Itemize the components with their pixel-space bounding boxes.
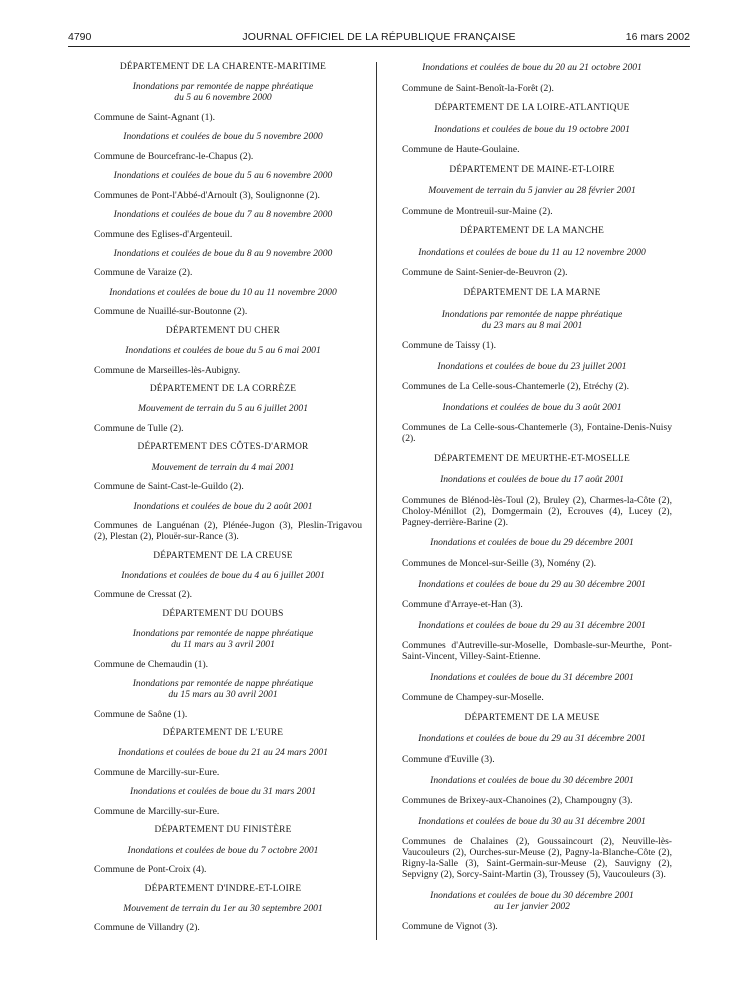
department-heading: DÉPARTEMENT DE LA MEUSE <box>464 712 600 723</box>
department-heading: DÉPARTEMENT DU FINISTÈRE <box>154 825 292 836</box>
event-heading: Inondations et coulées de boue du 17 août 2001 <box>440 474 624 486</box>
column-divider <box>376 62 377 940</box>
commune-list: Commune de Pont-Croix (4). <box>94 864 207 876</box>
commune-list: Commune de Cressat (2). <box>94 589 193 601</box>
event-heading: Inondations et coulées de boue du 29 au 30 décembre 2001 <box>418 578 646 590</box>
event-heading: Inondations et coulées de boue du 29 décembre 2001 <box>430 537 634 549</box>
commune-list: Commune de Saint-Benoît-la-Forêt (2). <box>402 82 554 94</box>
department-heading: DÉPARTEMENT DE L'EURE <box>162 728 284 738</box>
event-heading: Inondations et coulées de boue du 21 au 24 mars 2001 <box>118 747 328 759</box>
commune-list: Communes d'Autreville-sur-Moselle, Dombasle-sur-Meurthe, Pont-Saint-Vincent, Villey-Saint-Etienne. <box>402 640 672 663</box>
event-heading: Inondations et coulées de boue du 31 décembre 2001 <box>430 671 634 683</box>
commune-list: Commune de Villandry (2). <box>94 922 200 934</box>
event-heading: Inondations par remontée de nappe phréatique du 23 mars au 8 mai 2001 <box>441 308 623 331</box>
commune-list: Communes de Blénod-lès-Toul (2), Bruley (2), Charmes-la-Côte (2), Choloy-Ménillot (2), Domgermain (2), Ecrouves (4), Lucey (2), Pagney-derrière-Barine (2). <box>402 494 672 528</box>
event-heading: Mouvement de terrain du 1er au 30 septembre 2001 <box>123 902 323 914</box>
page-header <box>68 31 690 47</box>
commune-list: Communes de Languénan (2), Plénée-Jugon (3), Pleslin-Trigavou (2), Plestan (2), Plouër-sur-Rance (3). <box>94 520 362 543</box>
right-column <box>392 62 672 942</box>
department-heading: DÉPARTEMENT DE LA CREUSE <box>153 550 293 561</box>
event-heading: Mouvement de terrain du 5 janvier au 28 février 2001 <box>428 185 636 197</box>
commune-list: Communes de Pont-l'Abbé-d'Arnoult (3), Soulignonne (2). <box>94 189 320 201</box>
commune-list: Commune d'Arraye-et-Han (3). <box>402 599 523 611</box>
commune-list: Commune de Marcilly-sur-Eure. <box>94 805 220 817</box>
department-heading: DÉPARTEMENT DU DOUBS <box>162 608 284 619</box>
commune-list: Commune de Haute-Goulaine. <box>402 144 520 156</box>
event-heading: Inondations et coulées de boue du 20 au 21 octobre 2001 <box>422 62 642 73</box>
event-heading: Inondations et coulées de boue du 19 octobre 2001 <box>434 123 630 135</box>
event-heading: Inondations et coulées de boue du 5 au 6 mai 2001 <box>125 345 321 357</box>
event-heading: Inondations par remontée de nappe phréatique du 15 mars au 30 avril 2001 <box>132 678 314 701</box>
event-heading: Inondations par remontée de nappe phréatique du 11 mars au 3 avril 2001 <box>132 628 314 651</box>
commune-list: Commune de Taissy (1). <box>402 340 497 352</box>
department-heading: DÉPARTEMENT DE LA CHARENTE-MARITIME <box>119 62 327 72</box>
commune-list: Communes de La Celle-sous-Chantemerle (3), Fontaine-Denis-Nuisy (2). <box>402 422 672 445</box>
event-heading: Inondations et coulées de boue du 5 novembre 2000 <box>123 131 323 143</box>
event-heading: Inondations et coulées de boue du 11 au 12 novembre 2000 <box>418 246 646 258</box>
commune-list: Communes de Brixey-aux-Chanoines (2), Champougny (3). <box>402 795 633 807</box>
issue-date: 16 mars 2002 <box>625 31 690 43</box>
event-heading: Inondations et coulées de boue du 7 octobre 2001 <box>127 844 319 856</box>
event-heading: Inondations et coulées de boue du 7 au 8 novembre 2000 <box>113 209 333 221</box>
department-heading: DÉPARTEMENT D'INDRE-ET-LOIRE <box>144 883 302 894</box>
event-heading: Mouvement de terrain du 5 au 6 juillet 2001 <box>138 403 308 415</box>
department-heading: DÉPARTEMENT DES CÔTES-D'ARMOR <box>137 442 309 453</box>
commune-list: Commune de Marcilly-sur-Eure. <box>94 766 220 778</box>
left-column <box>84 62 362 942</box>
commune-list: Commune de Bourcefranc-le-Chapus (2). <box>94 150 254 162</box>
event-heading: Inondations et coulées de boue du 5 au 6 novembre 2000 <box>113 170 333 182</box>
commune-list: Commune de Vignot (3). <box>402 921 498 933</box>
commune-list: Commune de Nuaillé-sur-Boutonne (2). <box>94 306 248 318</box>
commune-list: Commune de Marseilles-lès-Aubigny. <box>94 364 241 376</box>
event-heading: Inondations et coulées de boue du 31 mars 2001 <box>130 786 316 798</box>
commune-list: Commune de Tulle (2). <box>94 422 184 434</box>
department-heading: DÉPARTEMENT DE MAINE-ET-LOIRE <box>449 164 615 175</box>
event-heading: Inondations et coulées de boue du 29 au 31 décembre 2001 <box>418 619 646 631</box>
commune-list: Commune d'Euville (3). <box>402 753 495 765</box>
commune-list: Commune de Champey-sur-Moselle. <box>402 692 544 704</box>
event-heading: Inondations et coulées de boue du 8 au 9 novembre 2000 <box>113 247 333 259</box>
commune-list: Commune de Saint-Agnant (1). <box>94 111 215 123</box>
department-heading: DÉPARTEMENT DU CHER <box>165 325 281 336</box>
department-heading: DÉPARTEMENT DE LA CORRÈZE <box>149 384 297 394</box>
event-heading: Inondations et coulées de boue du 2 août 2001 <box>133 500 313 512</box>
event-heading: Inondations et coulées de boue du 3 août 2001 <box>442 401 622 413</box>
event-heading: Inondations et coulées de boue du 4 au 6 juillet 2001 <box>121 569 325 581</box>
journal-title: JOURNAL OFFICIEL DE LA RÉPUBLIQUE FRANÇAISE <box>242 31 516 43</box>
event-heading: Inondations et coulées de boue du 29 au 31 décembre 2001 <box>418 733 646 745</box>
commune-list: Commune de Chemaudin (1). <box>94 658 209 670</box>
event-heading: Inondations et coulées de boue du 30 au 31 décembre 2001 <box>418 815 646 827</box>
commune-list: Commune de Saône (1). <box>94 708 188 720</box>
commune-list: Communes de Chalaines (2), Goussaincourt (2), Neuville-lès-Vaucouleurs (2), Ourches-sur-Meuse (2), Pagny-la-Blanche-Côte (2), Rigny-la-Salle (3), Saint-Germain-sur-Meuse (2), Sauvigny (2), Sepvigny (2), Sorcy-Saint-Martin (3), Troussey (5), Vaucouleurs (3). <box>402 836 672 881</box>
event-heading: Mouvement de terrain du 4 mai 2001 <box>151 461 295 473</box>
event-heading: Inondations par remontée de nappe phréatique du 5 au 6 novembre 2000 <box>132 81 314 104</box>
commune-list: Commune des Eglises-d'Argenteuil. <box>94 228 233 240</box>
event-heading: Inondations et coulées de boue du 30 décembre 2001 <box>430 774 634 786</box>
page-number: 4790 <box>68 31 92 43</box>
commune-list: Commune de Montreuil-sur-Maine (2). <box>402 205 553 217</box>
commune-list: Communes de Moncel-sur-Seille (3), Nomény (2). <box>402 558 597 570</box>
commune-list: Commune de Saint-Senier-de-Beuvron (2). <box>402 267 568 279</box>
commune-list: Communes de La Celle-sous-Chantemerle (2), Etréchy (2). <box>402 381 629 393</box>
header-rule <box>68 46 690 47</box>
department-heading: DÉPARTEMENT DE MEURTHE-ET-MOSELLE <box>434 453 630 464</box>
commune-list: Commune de Saint-Cast-le-Guildo (2). <box>94 481 244 493</box>
department-heading: DÉPARTEMENT DE LA LOIRE-ATLANTIQUE <box>434 103 630 114</box>
event-heading: Inondations et coulées de boue du 10 au 11 novembre 2000 <box>109 286 337 298</box>
event-heading: Inondations et coulées de boue du 23 juillet 2001 <box>437 360 627 372</box>
department-heading: DÉPARTEMENT DE LA MARNE <box>463 288 601 299</box>
event-heading: Inondations et coulées de boue du 30 décembre 2001 au 1er janvier 2002 <box>430 889 634 912</box>
commune-list: Commune de Varaize (2). <box>94 267 193 279</box>
department-heading: DÉPARTEMENT DE LA MANCHE <box>459 226 605 237</box>
